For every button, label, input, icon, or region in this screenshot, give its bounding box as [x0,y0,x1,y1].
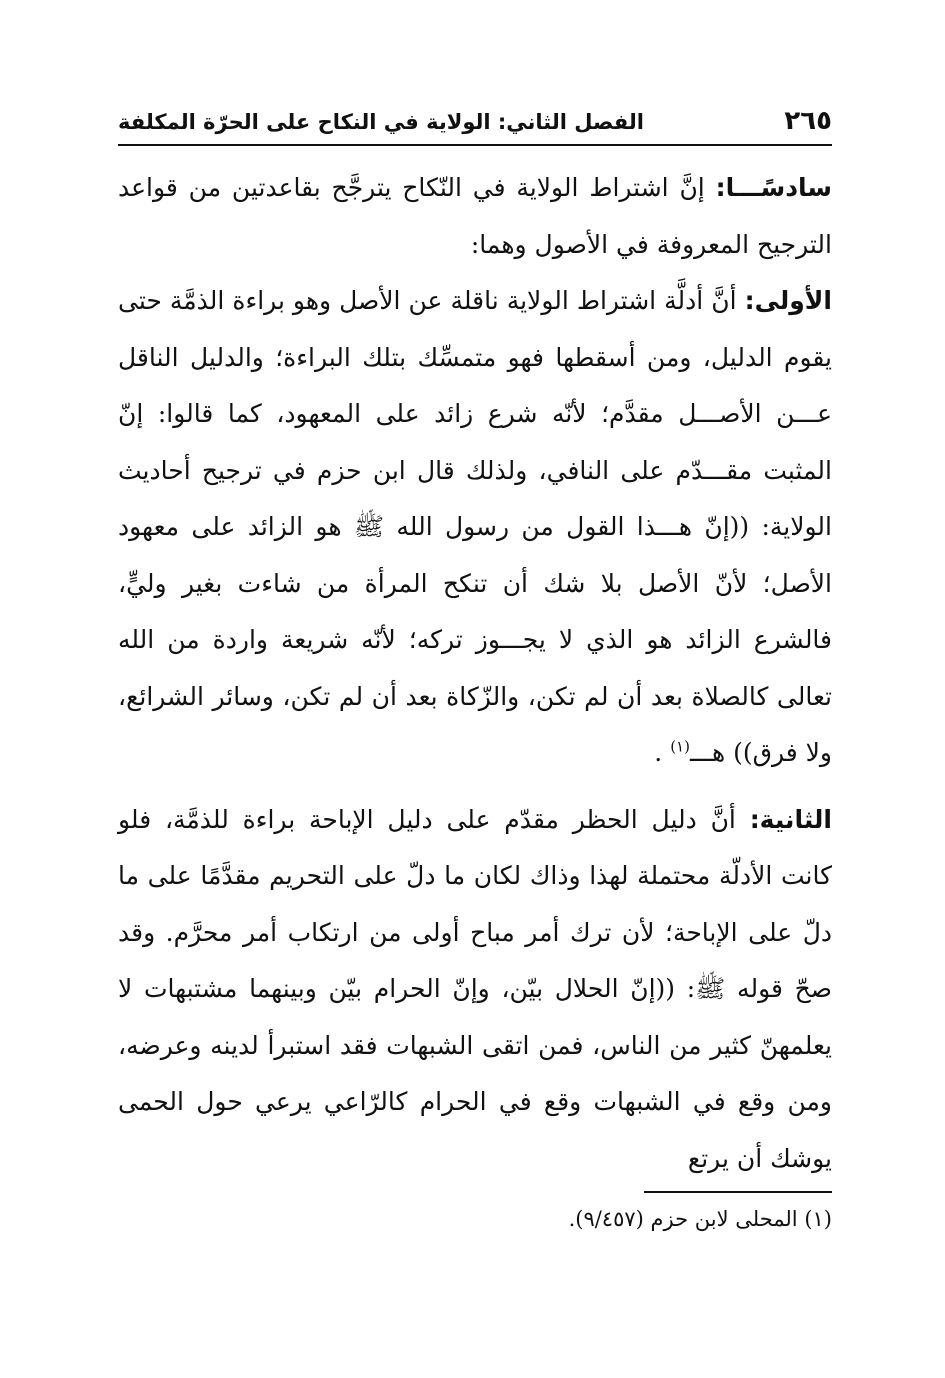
paragraph-first-rule [118,273,832,782]
chapter-title: الفصل الثاني: الولاية في النكاح على الحرّة المكلفة [118,110,644,134]
paragraph-second-rule [118,792,832,1188]
body-text [118,160,832,1187]
footnote-divider [644,1191,832,1193]
paragraph-end: . [654,738,671,767]
paragraph-text: أنَّ دليل الحظر مقدّم على دليل الإباحة براءة للذمَّة، فلو كانت الأدلّة محتملة لهذا وذاك لكان ما دلّ على التحريم مقدَّمًا على ما دلّ على الإباحة؛ لأن ترك أمر مباح أولى من ارتكاب أمر محرَّم. وقد صحّ قوله ﷺ: ((إنّ الحلال بيّن، وإنّ الحرام بيّن وبينهما مشتبهات لا يعلمهنّ كثير من الناس، فمن اتقى الشبهات فقد استبرأ لدينه وعرضه، ومن وقع في الشبهات وقع في الحرام كالرّاعي يرعي حول الحمى يوشك أن يرتع [118,804,832,1173]
paragraph-sixth [118,160,832,273]
paragraph-lead: الأولى: [744,286,832,315]
running-header [118,98,832,146]
page-number: ٢٦٥ [784,106,832,136]
paragraph-text: أنَّ أدلَّة اشتراط الولاية ناقلة عن الأصل وهو براءة الذمَّة حتى يقوم الدليل، ومن أسقطها فهو متمسِّك بتلك البراءة؛ والدليل الناقل عـــن الأصـــل مقدَّم؛ لأنّه شرع زائد على المعهود، كما قالوا: إنّ المثبت مقـــدّم على النافي، ولذلك قال ابن حزم في ترجيح أحاديث الولاية: ((إنّ هـــذا القول من رسول الله ﷺ هو الزائد على معهود الأصل؛ لأنّ الأصل بلا شك أن تنكح المرأة من شاءت بغير وليٍّ، فالشرع الزائد هو الذي لا يجـــوز تركه؛ لأنّه شريعة واردة من الله تعالى كالصلاة بعد أن لم تكن، والزّكاة بعد أن لم تكن، وسائر الشرائع، ولا فرق)) هـــ [118,286,832,767]
paragraph-text: إنَّ اشتراط الولاية في النّكاح يترجَّح بقاعدتين من قواعد الترجيح المعروفة في الأصول وهما: [118,173,832,259]
paragraph-lead: سادسًـــا: [715,173,832,202]
paragraph-lead: الثانية: [749,804,832,834]
footnote-reference[interactable]: (١) [670,737,690,756]
book-page [118,98,832,1278]
footnote: (١) المحلى لابن حزم (٩/٤٥٧). [568,1207,832,1231]
